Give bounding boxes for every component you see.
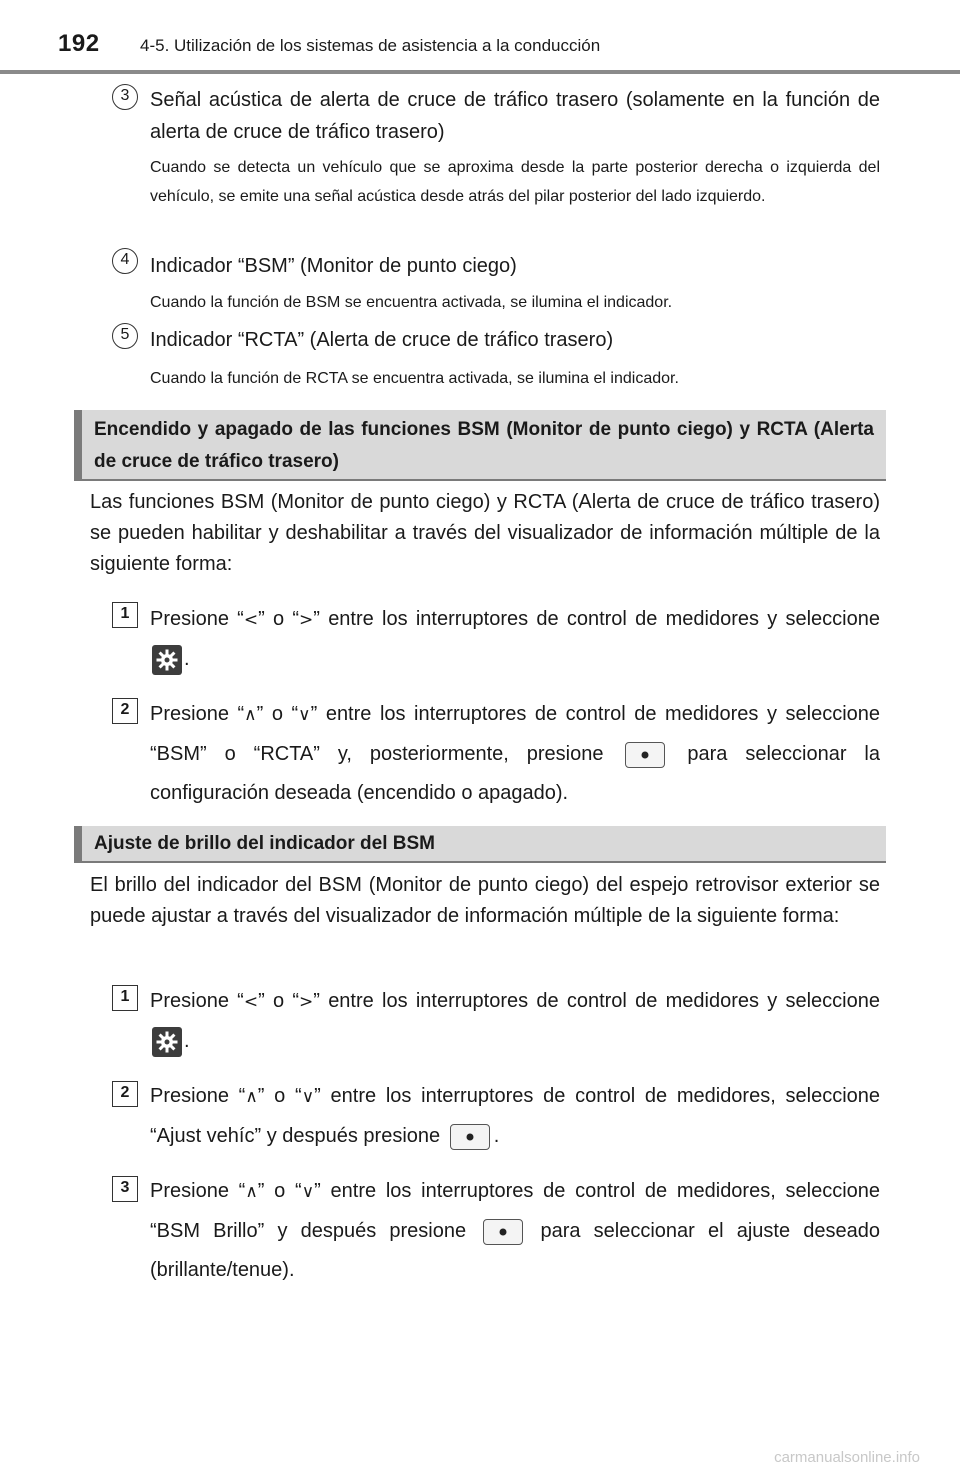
header-title: 4-5. Utilización de los sistemas de asistencia a la conducción	[140, 36, 601, 55]
settings-gear-icon	[152, 1027, 182, 1057]
down-arrow-symbol: ∨	[301, 1087, 315, 1107]
section1-intro: Las funciones BSM (Monitor de punto ciego) y RCTA (Alerta de cruce de tráfico trasero) se pueden habilitar y deshabilitar a través del visualizador de información múltiple de la siguiente forma:	[90, 491, 880, 575]
up-arrow-symbol: ∧	[244, 705, 257, 725]
right-arrow-symbol: >	[299, 610, 314, 630]
up-arrow-symbol: ∧	[245, 1182, 258, 1202]
down-arrow-symbol: ∨	[301, 1182, 315, 1202]
ok-button-icon	[625, 742, 665, 768]
down-arrow-symbol: ∨	[298, 705, 311, 725]
section2-step3-text: Presione “∧” o “∨” entre los interruptores de control de medidores, seleccione “BSM Brillo” y después presione para seleccionar el ajuste deseado (brillante/tenue).	[150, 1180, 881, 1281]
section2-step2-text: Presione “∧” o “∨” entre los interruptores de control de medidores, seleccione “Ajust vehíc” y después presione .	[150, 1077, 880, 1156]
item-3-title: Señal acústica de alerta de cruce de tráfico trasero (solamente en la función de alerta de cruce de tráfico trasero)	[150, 89, 880, 143]
callout-number-3: 3	[112, 84, 138, 110]
item-5-title: Indicador “RCTA” (Alerta de cruce de tráfico trasero)	[150, 329, 614, 351]
section-heading-brightness: Ajuste de brillo del indicador del BSM	[74, 826, 886, 863]
item-3-description: Cuando se detecta un vehículo que se aproxima desde la parte posterior derecha o izquierda del vehículo, se emite una señal acústica desde atrás del pilar posterior del lado izquierdo.	[150, 159, 880, 205]
section2-intro: El brillo del indicador del BSM (Monitor de punto ciego) del espejo retrovisor exterior se puede ajustar a través del visualizador de información múltiple de la siguiente forma:	[90, 874, 880, 927]
right-arrow-symbol: >	[299, 992, 314, 1012]
ok-button-icon	[483, 1219, 523, 1245]
callout-number-4: 4	[112, 248, 138, 274]
ok-button-icon	[450, 1124, 490, 1150]
section1-step2-text: Presione “∧” o “∨” entre los interruptores de control de medidores y seleccione “BSM” o “RCTA” y, posteriormente, presione para seleccionar la configuración deseada (encendido o apagado).	[150, 703, 881, 804]
step-number-2: 2	[112, 698, 138, 724]
header-divider	[0, 70, 960, 74]
settings-gear-icon	[152, 645, 182, 675]
section-heading-on-off: Encendido y apagado de las funciones BSM (Monitor de punto ciego) y RCTA (Alerta de cruce de tráfico trasero)	[74, 410, 886, 481]
left-arrow-symbol: <	[243, 992, 259, 1012]
page-number: 192	[58, 30, 100, 57]
item-4-description: Cuando la función de BSM se encuentra activada, se ilumina el indicador.	[150, 294, 673, 311]
page-header	[0, 0, 960, 74]
item-4-title: Indicador “BSM” (Monitor de punto ciego)	[150, 255, 517, 277]
left-arrow-symbol: <	[243, 610, 259, 630]
up-arrow-symbol: ∧	[245, 1087, 258, 1107]
section1-step1-text: Presione “<” o “>” entre los interruptores de control de medidores y seleccione .	[150, 600, 880, 679]
step-number-3: 3	[112, 1176, 138, 1202]
section2-step1-text: Presione “<” o “>” entre los interruptores de control de medidores y seleccione .	[150, 982, 880, 1061]
watermark: carmanualsonline.info	[774, 1449, 920, 1466]
item-5-description: Cuando la función de RCTA se encuentra activada, se ilumina el indicador.	[150, 370, 679, 387]
step-number-2: 2	[112, 1081, 138, 1107]
callout-number-5: 5	[112, 323, 138, 349]
step-number-1: 1	[112, 985, 138, 1011]
step-number-1: 1	[112, 602, 138, 628]
